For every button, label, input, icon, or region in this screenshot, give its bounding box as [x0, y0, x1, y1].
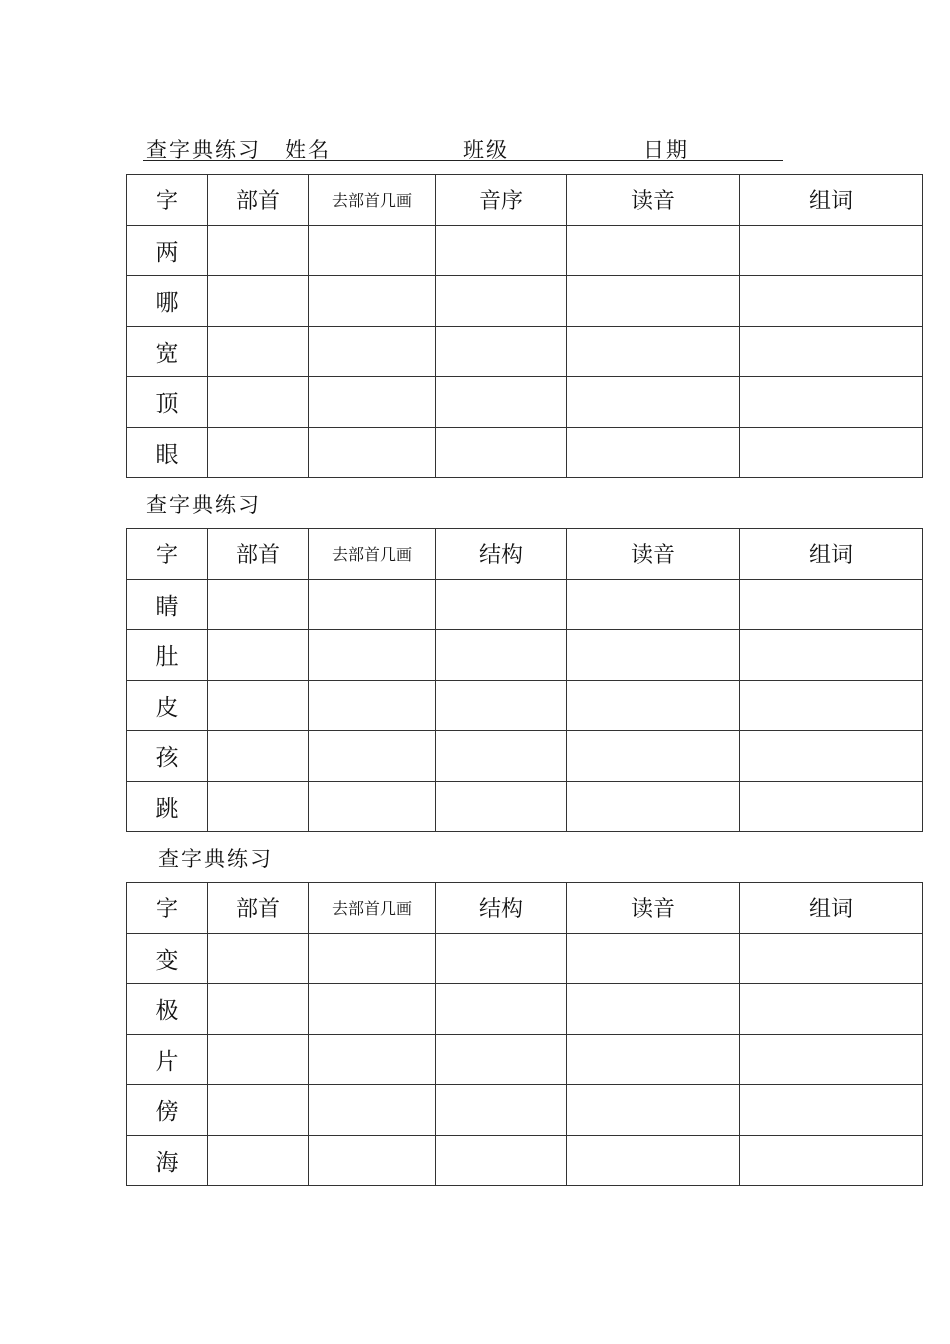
col-header-radical: 部首: [208, 529, 309, 580]
answer-cell[interactable]: [567, 680, 740, 731]
answer-cell[interactable]: [309, 1034, 436, 1085]
answer-cell[interactable]: [309, 984, 436, 1035]
answer-cell[interactable]: [740, 276, 923, 327]
answer-cell[interactable]: [567, 225, 740, 276]
row-character: 极: [127, 984, 208, 1035]
table-header-row: [127, 175, 923, 226]
answer-cell[interactable]: [567, 427, 740, 478]
answer-cell[interactable]: [208, 579, 309, 630]
answer-cell[interactable]: [567, 933, 740, 984]
table-row: [127, 630, 923, 681]
row-character: 皮: [127, 680, 208, 731]
worksheet-table-2: [126, 528, 923, 832]
answer-cell[interactable]: [740, 1034, 923, 1085]
answer-cell[interactable]: [309, 781, 436, 832]
table-row: [127, 1085, 923, 1136]
answer-cell[interactable]: [740, 731, 923, 782]
col-header-pronunciation: 读音: [567, 883, 740, 934]
col-header-radical: 部首: [208, 883, 309, 934]
class-label: 班级: [463, 138, 509, 162]
answer-cell[interactable]: [740, 1135, 923, 1186]
table-row: [127, 984, 923, 1035]
section-title-2: 查字典练习: [146, 493, 261, 517]
row-character: 孩: [127, 731, 208, 782]
answer-cell[interactable]: [208, 1085, 309, 1136]
col-header-letter-order: 音序: [436, 175, 567, 226]
answer-cell[interactable]: [309, 579, 436, 630]
answer-cell[interactable]: [309, 1085, 436, 1136]
answer-cell[interactable]: [436, 933, 567, 984]
answer-cell[interactable]: [436, 427, 567, 478]
col-header-pronunciation: 读音: [567, 529, 740, 580]
answer-cell[interactable]: [436, 326, 567, 377]
row-character: 变: [127, 933, 208, 984]
table-row: [127, 1034, 923, 1085]
answer-cell[interactable]: [436, 781, 567, 832]
name-label: 姓名: [285, 138, 331, 162]
table-row: [127, 377, 923, 428]
answer-cell[interactable]: [740, 579, 923, 630]
table-row: [127, 579, 923, 630]
table-row: [127, 276, 923, 327]
answer-cell[interactable]: [567, 1135, 740, 1186]
row-character: 宽: [127, 326, 208, 377]
answer-cell[interactable]: [436, 1034, 567, 1085]
answer-cell[interactable]: [567, 1034, 740, 1085]
worksheet-table-3: [126, 882, 923, 1186]
answer-cell[interactable]: [436, 377, 567, 428]
answer-cell[interactable]: [208, 781, 309, 832]
answer-cell[interactable]: [436, 1135, 567, 1186]
row-character: 顶: [127, 377, 208, 428]
answer-cell[interactable]: [309, 680, 436, 731]
section-title-3: 查字典练习: [158, 847, 273, 871]
row-character: 傍: [127, 1085, 208, 1136]
table-row: [127, 1135, 923, 1186]
answer-cell[interactable]: [208, 984, 309, 1035]
row-character: 肚: [127, 630, 208, 681]
answer-cell[interactable]: [436, 276, 567, 327]
col-header-radical: 部首: [208, 175, 309, 226]
col-header-structure: 结构: [436, 883, 567, 934]
table-row: [127, 933, 923, 984]
col-header-word: 组词: [740, 883, 923, 934]
row-character: 片: [127, 1034, 208, 1085]
answer-cell[interactable]: [740, 781, 923, 832]
answer-cell[interactable]: [740, 933, 923, 984]
answer-cell[interactable]: [208, 933, 309, 984]
answer-cell[interactable]: [436, 225, 567, 276]
answer-cell[interactable]: [309, 1135, 436, 1186]
answer-cell[interactable]: [740, 984, 923, 1035]
answer-cell[interactable]: [436, 731, 567, 782]
answer-cell[interactable]: [208, 225, 309, 276]
col-header-char: 字: [127, 529, 208, 580]
col-header-word: 组词: [740, 175, 923, 226]
row-character: 眼: [127, 427, 208, 478]
row-character: 跳: [127, 781, 208, 832]
col-header-structure: 结构: [436, 529, 567, 580]
answer-cell[interactable]: [208, 630, 309, 681]
answer-cell[interactable]: [436, 579, 567, 630]
answer-cell[interactable]: [436, 680, 567, 731]
answer-cell[interactable]: [740, 225, 923, 276]
answer-cell[interactable]: [567, 326, 740, 377]
answer-cell[interactable]: [740, 680, 923, 731]
answer-cell[interactable]: [309, 326, 436, 377]
table-row: [127, 427, 923, 478]
answer-cell[interactable]: [208, 680, 309, 731]
answer-cell[interactable]: [208, 1135, 309, 1186]
answer-cell[interactable]: [740, 427, 923, 478]
table-header-row: [127, 883, 923, 934]
answer-cell[interactable]: [567, 579, 740, 630]
answer-cell[interactable]: [208, 731, 309, 782]
answer-cell[interactable]: [740, 1085, 923, 1136]
answer-cell[interactable]: [567, 630, 740, 681]
answer-cell[interactable]: [740, 630, 923, 681]
date-label: 日期: [643, 138, 689, 162]
col-header-char: 字: [127, 175, 208, 226]
table-row: [127, 781, 923, 832]
answer-cell[interactable]: [567, 377, 740, 428]
answer-cell[interactable]: [309, 731, 436, 782]
answer-cell[interactable]: [208, 326, 309, 377]
row-character: 海: [127, 1135, 208, 1186]
answer-cell[interactable]: [567, 276, 740, 327]
table-row: [127, 326, 923, 377]
answer-cell[interactable]: [208, 427, 309, 478]
col-header-strokes: 去部首几画: [309, 529, 436, 580]
answer-cell[interactable]: [208, 1034, 309, 1085]
col-header-char: 字: [127, 883, 208, 934]
answer-cell[interactable]: [309, 630, 436, 681]
answer-cell[interactable]: [309, 933, 436, 984]
answer-cell[interactable]: [436, 984, 567, 1035]
col-header-strokes: 去部首几画: [309, 883, 436, 934]
table-row: [127, 731, 923, 782]
col-header-pronunciation: 读音: [567, 175, 740, 226]
answer-cell[interactable]: [309, 225, 436, 276]
table-row: [127, 225, 923, 276]
answer-cell[interactable]: [208, 276, 309, 327]
answer-cell[interactable]: [309, 427, 436, 478]
answer-cell[interactable]: [567, 1085, 740, 1136]
answer-cell[interactable]: [740, 326, 923, 377]
worksheet-header: [143, 134, 783, 161]
answer-cell[interactable]: [436, 1085, 567, 1136]
col-header-word: 组词: [740, 529, 923, 580]
answer-cell[interactable]: [567, 984, 740, 1035]
answer-cell[interactable]: [436, 630, 567, 681]
row-character: 睛: [127, 579, 208, 630]
worksheet-title: 查字典练习: [146, 138, 261, 162]
table-row: [127, 680, 923, 731]
answer-cell[interactable]: [309, 276, 436, 327]
answer-cell[interactable]: [567, 731, 740, 782]
answer-cell[interactable]: [309, 377, 436, 428]
worksheet-table-1: [126, 174, 923, 478]
table-header-row: [127, 529, 923, 580]
answer-cell[interactable]: [208, 377, 309, 428]
row-character: 两: [127, 225, 208, 276]
col-header-strokes: 去部首几画: [309, 175, 436, 226]
answer-cell[interactable]: [740, 377, 923, 428]
row-character: 哪: [127, 276, 208, 327]
answer-cell[interactable]: [567, 781, 740, 832]
